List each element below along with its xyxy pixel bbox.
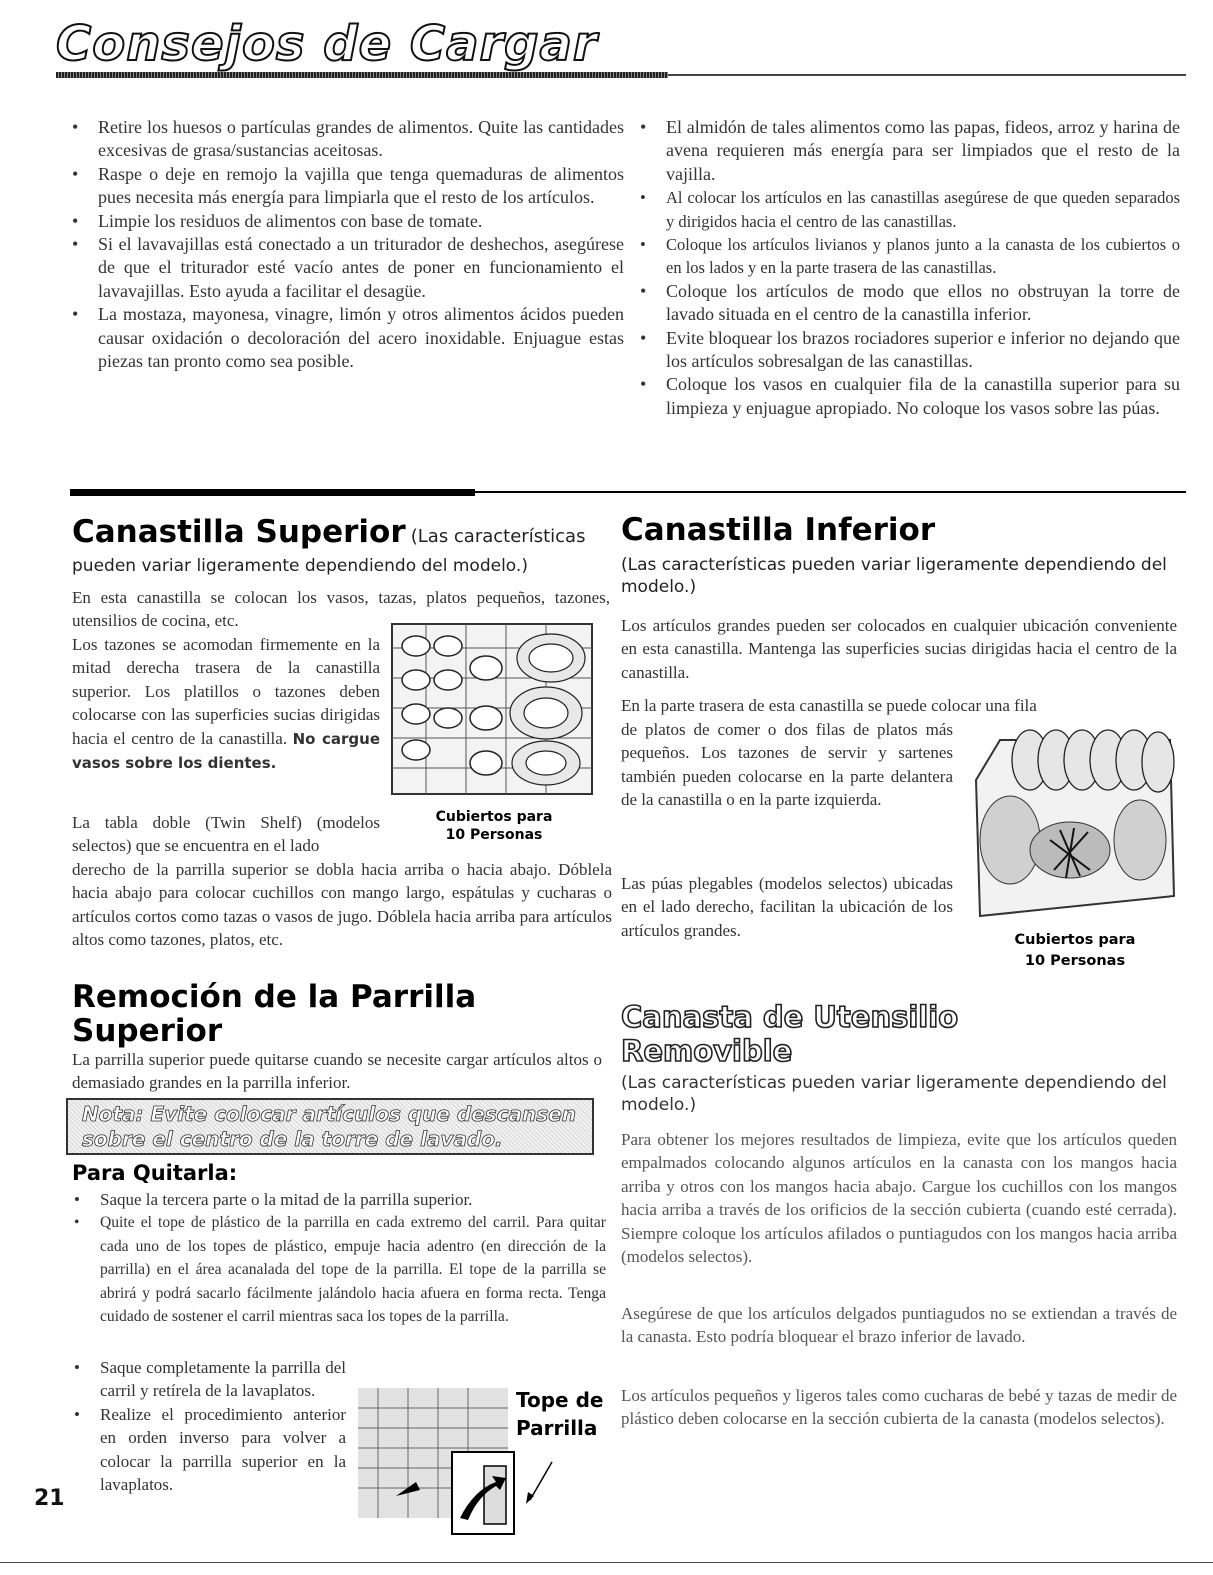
upper-rack-illustration bbox=[386, 618, 598, 804]
removal-subheading: Para Quitarla: bbox=[72, 1161, 238, 1185]
upper-rack-heading-block bbox=[72, 514, 602, 550]
removal-steps-list-lower bbox=[66, 1356, 346, 1496]
lower-rack-caption-line1: Cubiertos para bbox=[1014, 932, 1136, 948]
list-item: • Evite bloquear los brazos rociadores superior e inferior no dejando que los artículos sobresalgan de las canastillas. bbox=[632, 327, 1180, 374]
title-rule-thick bbox=[56, 72, 668, 78]
upper-rack-caption-line1: Cubiertos para bbox=[435, 809, 553, 825]
tips-right-list bbox=[632, 116, 1180, 420]
utensil-subtitle: (Las características pueden variar ligeramente dependiendo del modelo.) bbox=[621, 1073, 1167, 1115]
twin-shelf-text: derecho de la parrilla superior se dobla hacia arriba o hacia abajo. Dóblela hacia abajo para colocar cuchillos con mango largo, espátulas y cucharas o artículos cortos como tazas o vasos de jugo. Dóblela hacia arriba para artículos altos como tazones, platos, etc. bbox=[72, 860, 612, 950]
upper-rack-side-text bbox=[72, 633, 380, 775]
upper-rack-heading-note: (Las características bbox=[410, 526, 586, 547]
utensil-heading-line2: Removible bbox=[621, 1034, 793, 1068]
removal-steps-lower bbox=[66, 1356, 346, 1496]
upper-rack-caption bbox=[404, 808, 584, 844]
rack-stop-label-line1: Tope de bbox=[516, 1388, 604, 1412]
lower-rack-heading: Canastilla Inferior bbox=[621, 512, 936, 548]
rack-stop-label bbox=[516, 1386, 603, 1442]
list-item: • Al colocar los artículos en las canastillas asegúrese de que queden separados y dirigidos hacia el centro de las canastillas. bbox=[632, 186, 1180, 233]
list-item: • El almidón de tales alimentos como las papas, fideos, arroz y harina de avena requieren más energía para ser limpiados que el resto de la vajilla. bbox=[632, 116, 1180, 186]
upper-rack-side-paragraph: Los tazones se acomodan firmemente en la mitad derecha trasera de la canastilla superior. Los platillos o tazones deben colocarse con las superficies sucias dirigidas hacia el centro de la canastilla. bbox=[72, 635, 380, 748]
page-title: Consejos de Cargar bbox=[56, 16, 598, 72]
list-item: • Realize el procedimiento anterior en orden inverso para volver a colocar la parrilla superior en la lavaplatos. bbox=[66, 1403, 346, 1497]
rack-stop-label-line2: Parrilla bbox=[516, 1416, 598, 1440]
list-item: • Si el lavavajillas está conectado a un triturador de deshechos, asegúrese de que el triturador esté vacío antes de poner en funcionamiento el lavavajillas. Esto ayuda a facilitar el desagüe. bbox=[64, 233, 624, 303]
lower-rack-p2-intro: En la parte trasera de esta canastilla se puede colocar una fila bbox=[621, 696, 1037, 715]
utensil-p1: Para obtener los mejores resultados de limpieza, evite que los artículos queden empalmados colocando algunos artículos en la canasta con los mangos hacia arriba y otros con los mangos hacia abajo. Cargue los cuchillos con los mangos hacia arriba a través de los orificios de la sección cubierta (cuando esté cerrada). Siempre coloque los artículos afilados o puntiagudos con los mangos hacia arriba (modelos selectos). bbox=[621, 1130, 1177, 1267]
list-item: • Coloque los vasos en cualquier fila de la canastilla superior para su limpieza y enjuague apropiado. No coloque los vasos sobre las púas. bbox=[632, 373, 1180, 420]
upper-rack-warning: No cargue vasos sobre los dientes. bbox=[72, 729, 380, 773]
lower-rack-p2-side: de platos de comer o dos filas de platos más pequeños. Los tazones de servir y sartenes también pueden colocarse en la parte delantera de la canastilla o en la parte izquierda. bbox=[621, 720, 953, 810]
twin-shelf-side-text: La tabla doble (Twin Shelf) (modelos selectos) que se encuentra en el lado bbox=[72, 813, 380, 856]
lower-rack-p1: Los artículos grandes pueden ser colocados en cualquier ubicación conveniente en esta canastilla. Mantenga las superficies sucias dirigidas hacia el centro de la canastilla. bbox=[621, 616, 1177, 682]
note-box: Nota: Evite colocar artículos que descansen sobre el centro de la torre de lavado. bbox=[66, 1098, 594, 1155]
list-item: • Raspe o deje en remojo la vajilla que tenga quemaduras de alimentos pues necesita más energía para limpiarla que el resto de los artículos. bbox=[64, 163, 624, 210]
list-item: • Limpie los residuos de alimentos con base de tomate. bbox=[64, 210, 624, 233]
utensil-heading-line1: Canasta de Utensilio bbox=[621, 1000, 959, 1034]
removal-heading bbox=[72, 980, 612, 1048]
bottom-rule bbox=[0, 1562, 1213, 1563]
list-item: • Coloque los artículos de modo que ellos no obstruyan la torre de lavado situada en el centro de la canastilla inferior. bbox=[632, 280, 1180, 327]
upper-rack-heading: Canastilla Superior bbox=[72, 514, 406, 550]
lower-rack-p3-side: Las púas plegables (modelos selectos) ubicadas en el lado derecho, facilitan la ubicación de los artículos grandes. bbox=[621, 874, 953, 940]
removal-intro: La parrilla superior puede quitarse cuando se necesite cargar artículos altos o demasiado grandes en la parrilla inferior. bbox=[72, 1050, 602, 1093]
removal-heading-line2: Superior bbox=[72, 1013, 223, 1049]
tips-right-column bbox=[632, 116, 1180, 420]
utensil-p3: Los artículos pequeños y ligeros tales como cucharas de bebé y tazas de medir de plástico deben colocarse en la sección cubierta de la canasta (modelos selectos). bbox=[621, 1386, 1177, 1429]
lower-rack-caption bbox=[990, 930, 1160, 972]
removal-steps-upper bbox=[66, 1188, 606, 1328]
removal-heading-line1: Remoción de la Parrilla bbox=[72, 979, 477, 1015]
upper-rack-caption-line2: 10 Personas bbox=[445, 827, 543, 843]
list-item: • Saque la tercera parte o la mitad de la parrilla superior. bbox=[66, 1188, 606, 1211]
list-item: • Retire los huesos o partículas grandes de alimentos. Quite las cantidades excesivas de grasa/sustancias aceitosas. bbox=[64, 116, 624, 163]
removal-steps-list bbox=[66, 1188, 606, 1328]
title-rule-thin bbox=[668, 74, 1186, 76]
page-number: 21 bbox=[34, 1486, 65, 1511]
utensil-p2: Asegúrese de que los artículos delgados puntiagudos no se extiendan a través de la canasta. Esto podría bloquear el brazo inferior de lavado. bbox=[621, 1304, 1177, 1347]
section-divider-thick bbox=[70, 489, 475, 496]
lower-rack-subtitle: (Las características pueden variar ligeramente dependiendo del modelo.) bbox=[621, 555, 1167, 597]
tips-left-column bbox=[64, 116, 624, 373]
lower-rack-illustration bbox=[970, 720, 1180, 926]
list-item: • Coloque los artículos livianos y planos junto a la canasta de los cubiertos o en los lados y en la parte trasera de las canastillas. bbox=[632, 233, 1180, 280]
list-item: • Saque completamente la parrilla del carril y retírela de la lavaplatos. bbox=[66, 1356, 346, 1403]
upper-rack-intro: En esta canastilla se colocan los vasos, tazas, platos pequeños, tazones, utensilios de cocina, etc. bbox=[72, 588, 610, 631]
section-divider-thin bbox=[475, 491, 1186, 493]
list-item: • Quite el tope de plástico de la parrilla en cada extremo del carril. Para quitar cada uno de los topes de plástico, empuje hacia adentro (en dirección de la parrilla) en el área acanalada del tope de la parrilla. El tope de la parrilla se abrirá y podrá sacarlo fácilmente jalándolo hacia afuera en forma recta. Tenga cuidado de sostener el carril mientras saca los topes de la parrilla. bbox=[66, 1211, 606, 1328]
list-item: • La mostaza, mayonesa, vinagre, limón y otros alimentos ácidos pueden causar oxidación o decoloración del acero inoxidable. Enjuague estas piezas tan pronto como sea posible. bbox=[64, 303, 624, 373]
utensil-heading bbox=[621, 1000, 1181, 1068]
tips-left-list bbox=[64, 116, 624, 373]
upper-rack-subtitle: pueden variar ligeramente dependiendo del modelo.) bbox=[72, 556, 528, 576]
lower-rack-caption-line2: 10 Personas bbox=[1024, 953, 1126, 969]
